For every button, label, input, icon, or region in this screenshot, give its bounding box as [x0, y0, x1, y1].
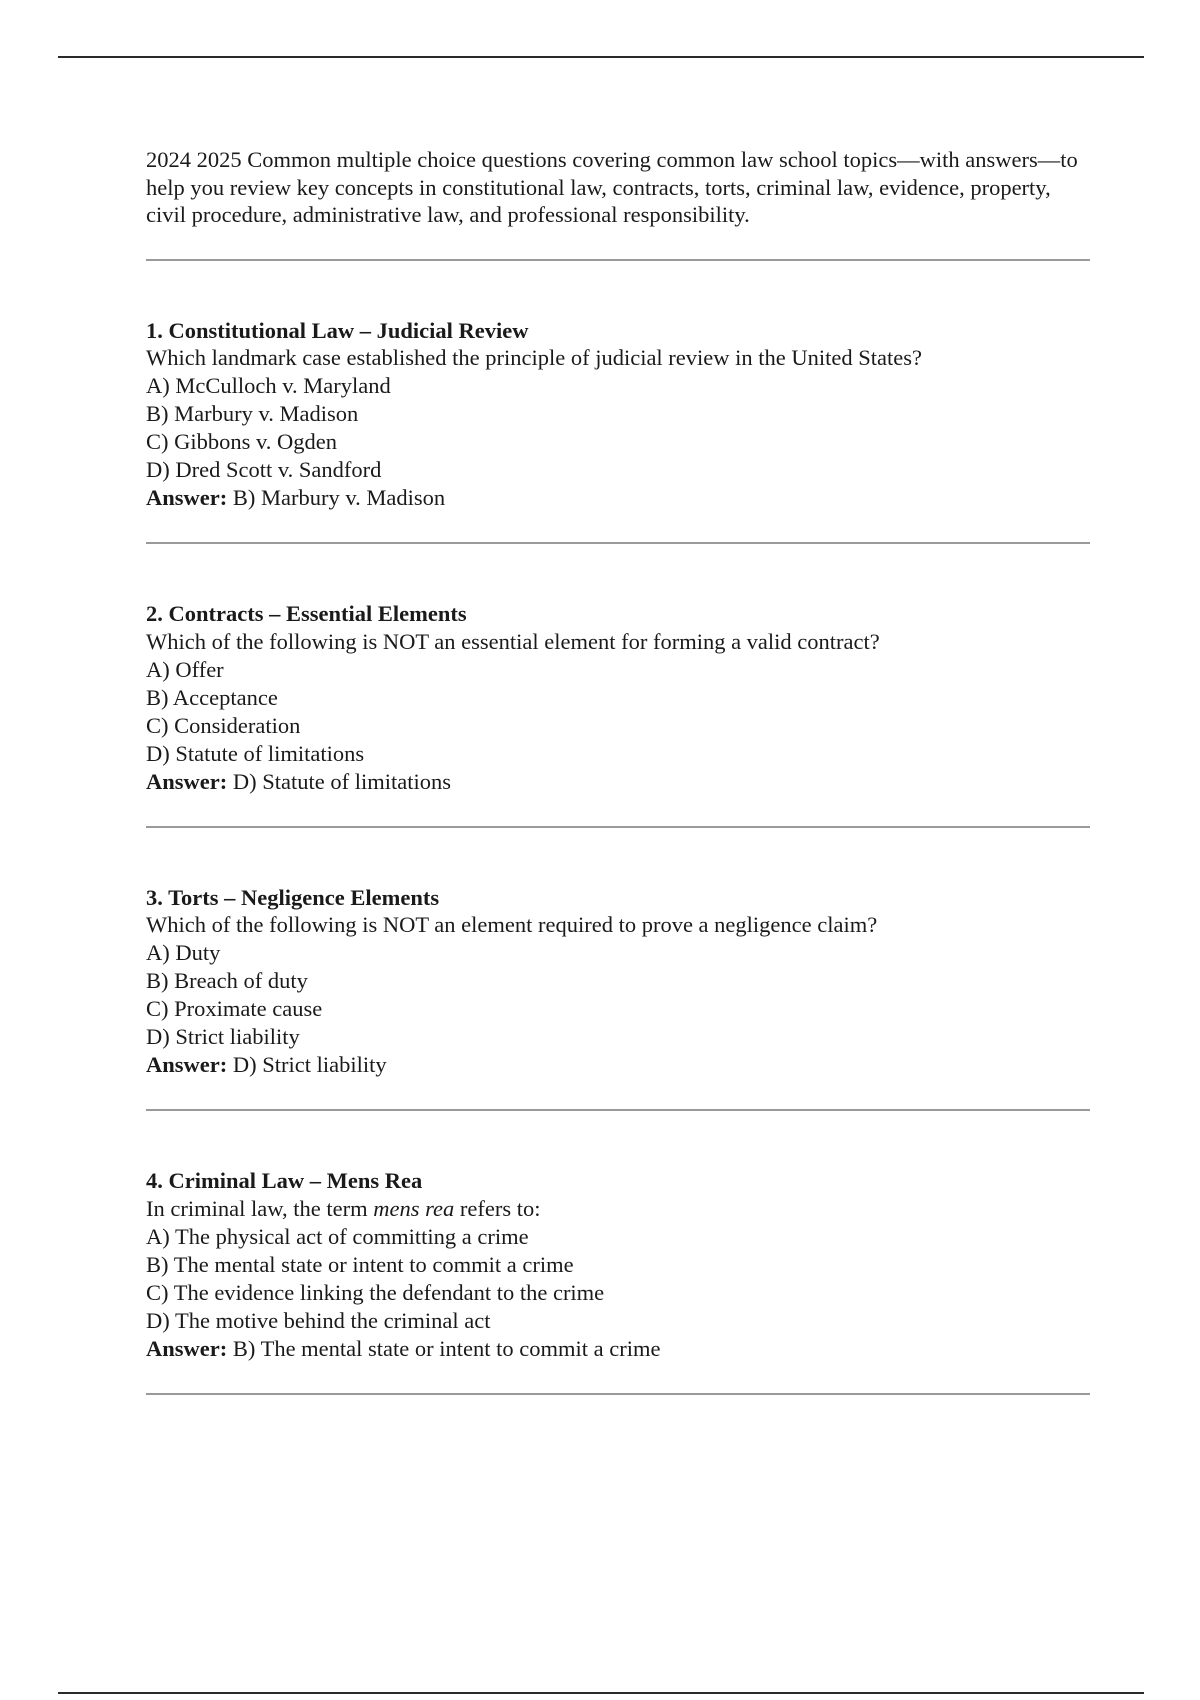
- option-c: C) Proximate cause: [146, 996, 323, 1021]
- option-c: C) Gibbons v. Ogden: [146, 429, 338, 454]
- option-b: B) Acceptance: [146, 684, 278, 710]
- question-title: 4. Criminal Law – Mens Rea: [146, 1168, 423, 1193]
- option-b: B) The mental state or intent to commit a crime: [146, 1251, 574, 1277]
- answer-value: D) Strict liability: [232, 1052, 387, 1077]
- answer-value: B) The mental state or intent to commit a crime: [232, 1335, 661, 1361]
- document-body: [146, 146, 1090, 1395]
- option-d: D) The motive behind the criminal act: [146, 1307, 491, 1333]
- question-block-2: [146, 600, 1090, 796]
- question-title: 1. Constitutional Law – Judicial Review: [146, 317, 529, 343]
- question-text-start: In criminal law, the term: [146, 1195, 374, 1221]
- answer-line: [146, 484, 1090, 512]
- question-text-term: mens rea: [373, 1195, 455, 1221]
- page-top-rule: [58, 56, 1144, 58]
- answer-line: [146, 1335, 1090, 1363]
- question-text: Which of the following is NOT an element required to prove a negligence claim?: [146, 912, 878, 937]
- answer-value: B) Marbury v. Madison: [232, 485, 446, 510]
- answer-label: Answer:: [146, 485, 228, 510]
- section-divider: [146, 826, 1090, 828]
- answer-label: Answer:: [146, 1052, 228, 1077]
- option-a: A) Duty: [146, 940, 221, 965]
- answer-label: Answer:: [146, 1335, 228, 1361]
- answer-line: [146, 768, 1090, 796]
- option-a: A) The physical act of committing a crime: [146, 1223, 529, 1249]
- option-b: B) Marbury v. Madison: [146, 401, 359, 426]
- option-d: D) Statute of limitations: [146, 740, 365, 766]
- intro-paragraph: 2024 2025 Common multiple choice questions covering common law school topics—with answers—to help you review key concepts in constitutional law, contracts, torts, criminal law, evidence, property, civil procedure, administrative law, and professional responsibility.: [146, 147, 1078, 227]
- question-block-1: [146, 317, 1090, 513]
- question-block-4: [146, 1167, 1090, 1363]
- question-text-end: refers to:: [454, 1195, 541, 1221]
- question-title: 3. Torts – Negligence Elements: [146, 884, 440, 910]
- section-divider: [146, 542, 1090, 544]
- question-text: Which of the following is NOT an essential element for forming a valid contract?: [146, 628, 880, 654]
- option-d: D) Dred Scott v. Sandford: [146, 457, 382, 482]
- question-text: Which landmark case established the principle of judicial review in the United States?: [146, 345, 922, 370]
- section-divider: [146, 1109, 1090, 1111]
- section-divider: [146, 259, 1090, 261]
- question-title: 2. Contracts – Essential Elements: [146, 601, 467, 626]
- option-b: B) Breach of duty: [146, 968, 308, 993]
- section-divider: [146, 1393, 1090, 1395]
- answer-label: Answer:: [146, 768, 228, 794]
- question-text: [146, 1195, 1090, 1223]
- option-a: A) McCulloch v. Maryland: [146, 373, 391, 398]
- option-c: C) The evidence linking the defendant to the crime: [146, 1279, 605, 1305]
- option-c: C) Consideration: [146, 712, 301, 738]
- page-bottom-rule: [58, 1692, 1144, 1694]
- answer-value: D) Statute of limitations: [232, 768, 451, 794]
- question-block-3: [146, 884, 1090, 1080]
- answer-line: [146, 1051, 1090, 1079]
- option-a: A) Offer: [146, 656, 224, 682]
- option-d: D) Strict liability: [146, 1024, 300, 1049]
